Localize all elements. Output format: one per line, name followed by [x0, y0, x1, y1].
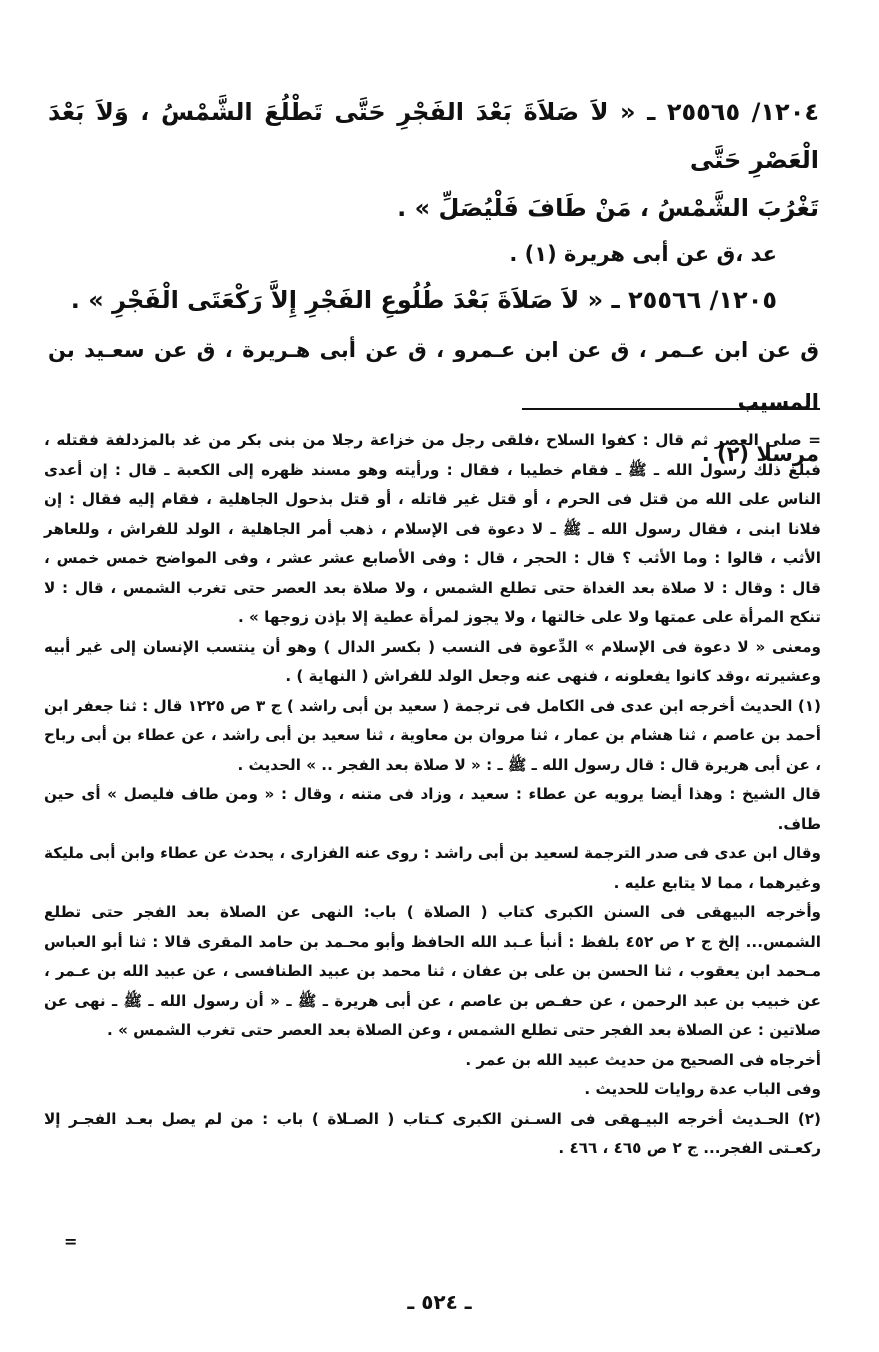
footnotes [44, 426, 821, 1164]
main-text [48, 88, 819, 480]
footnote-1-ibn-adi: وقال ابن عدى فى صدر الترجمة لسعيد بن أبى راشد : روى عنه الفزارى ، يحدث عن عطاء وابن أبى مليكة وغيرهما ، مما لا يتابع عليه . [44, 844, 821, 892]
hadith-1204-line2: تَغْرُبَ الشَّمْسُ ، مَنْ طَافَ فَلْيُصَلِّ » . [397, 194, 819, 222]
footnote-1: (١) الحديث أخرجه ابن عدى فى الكامل فى ترجمة ( سعيد بن أبى راشد ) ج ٣ ص ١٢٢٥ قال : ثنا جعفر ابن أحمد بن عاصم ، ثنا هشام بن عمار ، ثنا مروان بن معاوية ، ثنا سعيد بن أبى راشد ، عن عطاء بن أبى رباح ، عن أبى هريرة قال : قال رسول الله ـ ﷺ ـ : « لا صلاة بعد الفجر .. » الحديث . [44, 696, 821, 774]
hadith-1205-source-line2: مرسلا (٢) . [701, 442, 819, 466]
footnote-1-bab: وفى الباب عدة روايات للحديث . [584, 1080, 821, 1098]
footnote-2: (٢) الحـديث أخرجه البيـهقى فى السـنن الكبرى كـتاب ( الصـلاة ) باب : من لم يصل بعـد الفجـر إلا ركعـتى الفجر... ج ٢ ص ٤٦٥ ، ٤٦٦ . [44, 1109, 821, 1157]
footnote-continuation: = صلى العصر ثم قال : كفوا السلاح ،فلقى رجل من خزاعة رجلا من بنى بكر من غد بالمزدلفة فقتله ، فبلغ ذلك رسول الله ـ ﷺ ـ فقام خطيبا ، فقال : ورأيته وهو مسند ظهره إلى الكعبة ـ قال : إن أعدى الناس على الله من قتل فى الحرم ، أو قتل غير قاتله ، أو قتل بذحول الجاهلية ، فقام إليه فقال : إن فلانا ابنى ، فقال رسول الله ـ ﷺ ـ لا دعوة فى الإسلام ، ذهب أمر الجاهلية ، الولد للفراش ، وللعاهر الأثب ، قالوا : وما الأثب ؟ قال : الحجر ، قال : وفى الأصابع عشر عشر ، وفى المواضح خمس خمس ، قال : وقال : لا صلاة بعد الغداة حتى تطلع الشمس ، ولا صلاة بعد العصر حتى تغرب الشمس ، قال : لا تنكح المرأة على عمتها ولا على خالتها ، ولا يجوز لمرأة عطية إلا بإذن زوجها » . [44, 431, 821, 626]
hadith-1205: ١٢٠٥/ ٢٥٥٦٦ ـ « لاَ صَلاَةَ بَعْدَ طُلُوعِ الفَجْرِ إِلاَّ رَكْعَتَى الْفَجْرِ » . [70, 286, 777, 314]
hadith-1204-line1: ١٢٠٤/ ٢٥٥٦٥ ـ « لاَ صَلاَةَ بَعْدَ الفَجْرِ حَتَّى تَطْلُعَ الشَّمْسُ ، وَلاَ بَعْدَ الْعَصْرِ حَتَّى [48, 98, 819, 174]
footnote-divider [522, 408, 820, 410]
hadith-1204 [48, 88, 819, 232]
footnote-1-sahih: أخرجاه فى الصحيح من حديث عبيد الله بن عمر . [465, 1050, 821, 1069]
hadith-1205-source-line1: ق عن ابن عـمر ، ق عن ابن عـمرو ، ق عن أبى هـريرة ، ق عن سعـيد بن المسيب [48, 338, 819, 414]
footnote-1-bayhaqi: وأخرجه البيهقى فى السنن الكبرى كتاب ( الصلاة ) باب: النهى عن الصلاة بعد الفجر حتى تطلع الشمس... إلخ ج ٢ ص ٤٥٢ بلفظ : أنبأ عـبد الله الحافظ وأبو محـمد بن حامد المقرى قالا : ثنا أبو العباس مـحمد ابن يعقوب ، ثنا الحسن بن على بن عفان ، ثنا محمد بن عبيد الطنافسى ، عن عبيد الله بن عـمر ، عن خبيب بن عبد الرحمن ، عن حفـص بن عاصم ، عن أبى هريرة ـ ﷺ ـ « أن رسول الله ـ ﷺ ـ نهى عن صلاتين : عن الصلاة بعد الفجر حتى تطلع الشمس ، وعن الصلاة بعد العصر حتى تغرب الشمس » . [44, 903, 821, 1039]
footnote-explanation: ومعنى « لا دعوة فى الإسلام » الدِّعوة فى النسب ( بكسر الدال ) وهو أن ينتسب الإنسان إلى غير أبيه وعشيرته ،وقد كانوا يفعلونه ، فنهى عنه وجعل الولد للفراش ( النهاية ) . [44, 637, 821, 685]
hadith-1204-source: عد ،ق عن أبى هريرة (١) . [509, 242, 777, 266]
continuation-mark: = [64, 1232, 78, 1251]
footnote-1-sheikh: قال الشيخ : وهذا أيضا يرويه عن عطاء : سعيد ، وزاد فى متنه ، وقال : « ومن طاف فليصل » أى حين طاف. [44, 785, 821, 833]
page-number: ـ ٥٢٤ ـ [407, 1290, 472, 1314]
